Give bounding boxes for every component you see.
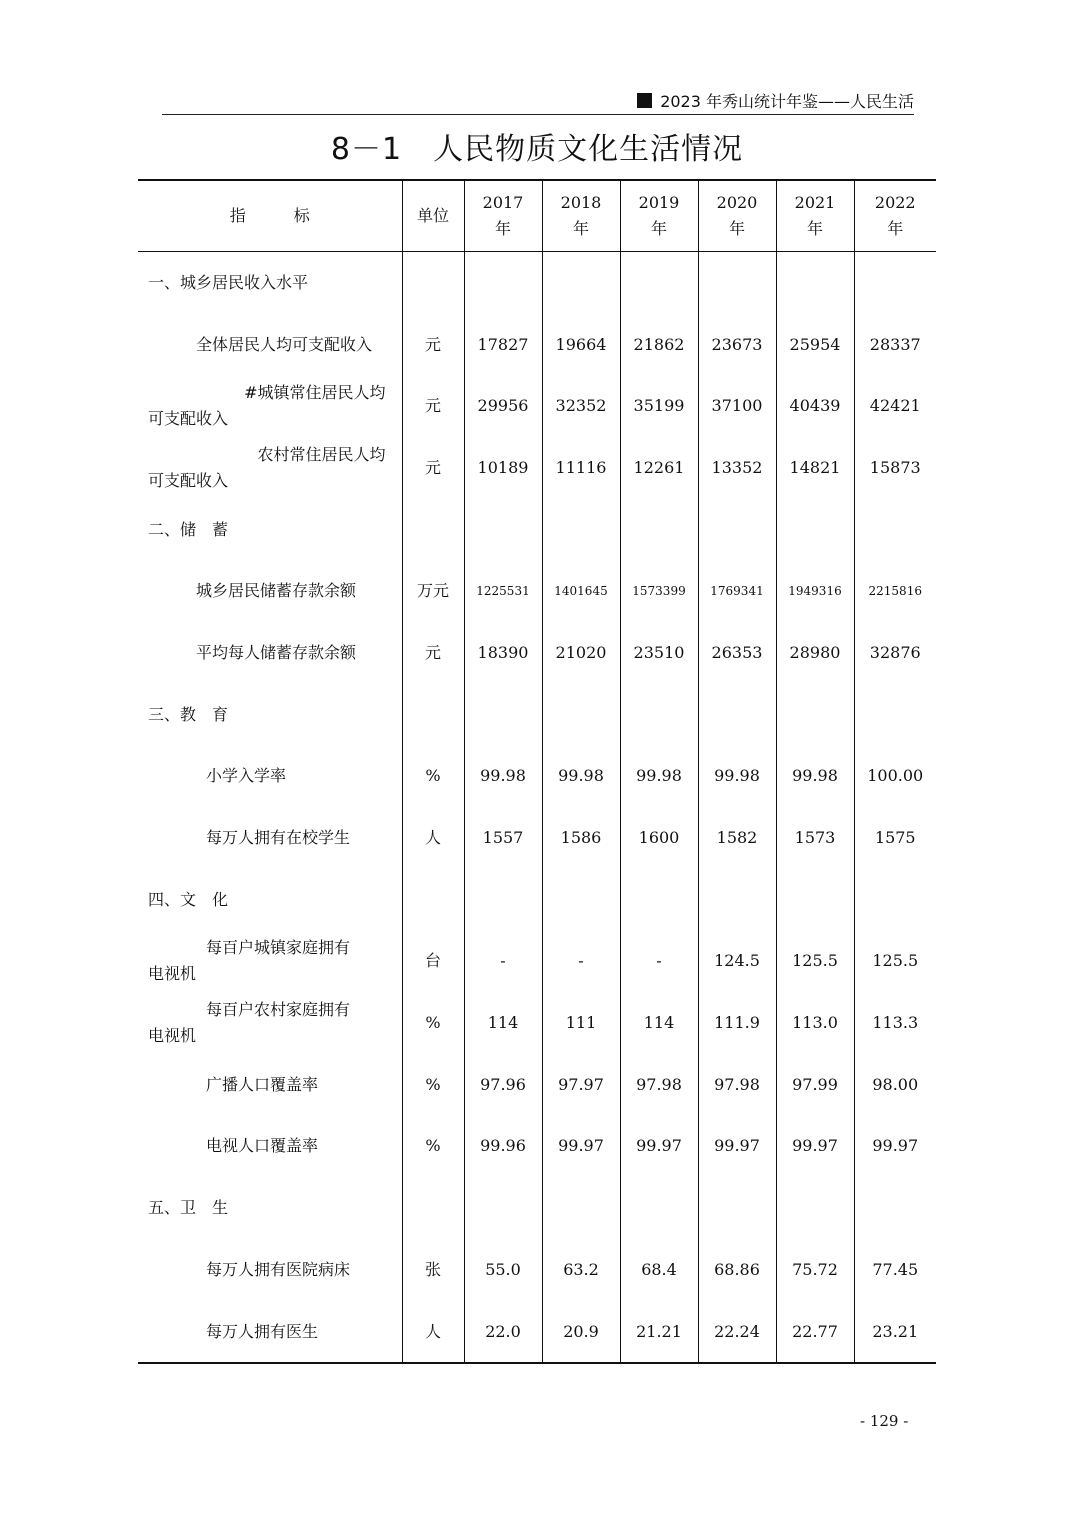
unit-cell: 人 [402, 807, 464, 869]
section-title: 五、卫 生 [148, 1198, 229, 1218]
value-cell: 20.9 [542, 1301, 620, 1364]
value-cell: 97.97 [542, 1054, 620, 1116]
value-cell: 42421 [854, 375, 936, 437]
value-cell: 99.98 [542, 746, 620, 808]
table-row [138, 622, 936, 684]
value-cell: 28980 [776, 622, 854, 684]
value-cell: 98.00 [854, 1054, 936, 1116]
row-label: 小学入学率 [206, 766, 287, 786]
value-cell: 99.97 [542, 1116, 620, 1178]
value-cell: 68.86 [698, 1239, 776, 1301]
value-cell: 113.3 [854, 992, 936, 1054]
column-header-year: 2017 年 [464, 180, 542, 252]
table-row [138, 992, 936, 1054]
value-cell: 21862 [620, 314, 698, 376]
row-label-line2: 可支配收入 [148, 470, 229, 490]
value-cell: 19664 [542, 314, 620, 376]
column-header-year: 2020 年 [698, 180, 776, 252]
value-cell: 99.96 [464, 1116, 542, 1178]
value-cell: 12261 [620, 437, 698, 499]
value-cell: 63.2 [542, 1239, 620, 1301]
value-cell: 99.98 [776, 746, 854, 808]
row-label: 城乡居民储蓄存款余额 [196, 581, 357, 601]
unit-cell: 台 [402, 931, 464, 993]
row-label-line1: 农村常住居民人均 [257, 444, 386, 464]
value-cell: 1586 [542, 807, 620, 869]
value-cell: 99.97 [620, 1116, 698, 1178]
row-label [138, 992, 402, 1054]
value-cell: 99.98 [698, 746, 776, 808]
value-cell: 2215816 [854, 560, 936, 622]
value-cell: 40439 [776, 375, 854, 437]
value-cell: 1573 [776, 807, 854, 869]
table-row [138, 375, 936, 437]
value-cell: 22.0 [464, 1301, 542, 1364]
table-row [138, 1116, 936, 1178]
running-header [162, 86, 914, 115]
unit-cell: 人 [402, 1301, 464, 1364]
value-cell: 125.5 [776, 931, 854, 993]
row-label-line2: 电视机 [148, 964, 197, 984]
value-cell: 28337 [854, 314, 936, 376]
column-header-unit: 单位 [402, 180, 464, 252]
statistics-table [138, 179, 936, 1364]
value-cell: 23510 [620, 622, 698, 684]
value-cell: 29956 [464, 375, 542, 437]
unit-cell: 万元 [402, 560, 464, 622]
row-label: 全体居民人均可支配收入 [196, 334, 373, 354]
running-header-text: 2023 年秀山统计年鉴——人民生活 [660, 91, 914, 111]
value-cell: 1401645 [542, 560, 620, 622]
section-title: 四、文 化 [148, 889, 229, 909]
row-label: 每万人拥有在校学生 [206, 828, 351, 848]
row-label-line1: 每百户农村家庭拥有 [206, 1000, 351, 1020]
section-row [138, 1177, 936, 1239]
value-cell: 99.97 [854, 1116, 936, 1178]
value-cell: 99.97 [776, 1116, 854, 1178]
value-cell: 1575 [854, 807, 936, 869]
value-cell: 1769341 [698, 560, 776, 622]
value-cell: 22.24 [698, 1301, 776, 1364]
value-cell: 99.98 [620, 746, 698, 808]
value-cell: 97.98 [620, 1054, 698, 1116]
value-cell: 97.99 [776, 1054, 854, 1116]
row-label [138, 437, 402, 499]
value-cell: 1949316 [776, 560, 854, 622]
table-row [138, 1239, 936, 1301]
table-row [138, 1054, 936, 1116]
table-title: 8－1 人民物质文化生活情况 [330, 132, 744, 167]
value-cell: - [464, 931, 542, 993]
table-row [138, 1301, 936, 1364]
row-label-line2: 电视机 [148, 1026, 197, 1046]
black-square-icon [637, 93, 652, 108]
table-row [138, 314, 936, 376]
value-cell: 21.21 [620, 1301, 698, 1364]
value-cell: 99.97 [698, 1116, 776, 1178]
value-cell: 35199 [620, 375, 698, 437]
value-cell: 1573399 [620, 560, 698, 622]
value-cell: 1582 [698, 807, 776, 869]
unit-cell: 元 [402, 622, 464, 684]
header-row [138, 180, 936, 252]
row-label [138, 931, 402, 993]
value-cell: 21020 [542, 622, 620, 684]
column-header-year: 2019 年 [620, 180, 698, 252]
table-row [138, 931, 936, 993]
row-label: 电视人口覆盖率 [206, 1136, 319, 1156]
unit-cell: % [402, 1116, 464, 1178]
column-header-year: 2022 年 [854, 180, 936, 252]
value-cell: - [542, 931, 620, 993]
unit-cell: 元 [402, 437, 464, 499]
value-cell: 114 [464, 992, 542, 1054]
value-cell: 1225531 [464, 560, 542, 622]
value-cell: 111.9 [698, 992, 776, 1054]
value-cell: 15873 [854, 437, 936, 499]
value-cell: 1600 [620, 807, 698, 869]
row-label-line1: 每百户城镇家庭拥有 [206, 938, 351, 958]
table-row [138, 807, 936, 869]
value-cell: 14821 [776, 437, 854, 499]
value-cell: 75.72 [776, 1239, 854, 1301]
section-row [138, 869, 936, 931]
section-row [138, 499, 936, 561]
value-cell: 97.96 [464, 1054, 542, 1116]
value-cell: 23673 [698, 314, 776, 376]
unit-cell: % [402, 746, 464, 808]
value-cell: 13352 [698, 437, 776, 499]
value-cell: 37100 [698, 375, 776, 437]
row-label: 广播人口覆盖率 [206, 1074, 319, 1094]
value-cell: 32876 [854, 622, 936, 684]
value-cell: 1557 [464, 807, 542, 869]
value-cell: 125.5 [854, 931, 936, 993]
table-row [138, 746, 936, 808]
column-header-indicator: 指 标 [138, 180, 402, 252]
column-header-year: 2021 年 [776, 180, 854, 252]
value-cell: 22.77 [776, 1301, 854, 1364]
unit-cell: % [402, 1054, 464, 1116]
row-label [138, 375, 402, 437]
row-label-line2: 可支配收入 [148, 409, 229, 429]
row-label: 每万人拥有医生 [138, 1301, 402, 1364]
value-cell: 77.45 [854, 1239, 936, 1301]
page-number: - 129 - [860, 1412, 909, 1430]
value-cell: 114 [620, 992, 698, 1054]
unit-cell: 张 [402, 1239, 464, 1301]
value-cell: 17827 [464, 314, 542, 376]
value-cell: 26353 [698, 622, 776, 684]
value-cell: 25954 [776, 314, 854, 376]
section-row [138, 684, 936, 746]
value-cell: 68.4 [620, 1239, 698, 1301]
unit-cell: 元 [402, 314, 464, 376]
value-cell: 113.0 [776, 992, 854, 1054]
section-row [138, 252, 936, 314]
section-title: 三、教 育 [148, 704, 229, 724]
unit-cell: 元 [402, 375, 464, 437]
value-cell: - [620, 931, 698, 993]
section-title: 一、城乡居民收入水平 [148, 272, 309, 292]
value-cell: 18390 [464, 622, 542, 684]
section-title: 二、储 蓄 [148, 519, 229, 539]
value-cell: 100.00 [854, 746, 936, 808]
value-cell: 10189 [464, 437, 542, 499]
value-cell: 124.5 [698, 931, 776, 993]
value-cell: 11116 [542, 437, 620, 499]
value-cell: 99.98 [464, 746, 542, 808]
unit-cell: % [402, 992, 464, 1054]
table-row [138, 560, 936, 622]
value-cell: 97.98 [698, 1054, 776, 1116]
column-header-year: 2018 年 [542, 180, 620, 252]
value-cell: 55.0 [464, 1239, 542, 1301]
value-cell: 32352 [542, 375, 620, 437]
row-label: 平均每人储蓄存款余额 [196, 642, 357, 662]
row-label: 每万人拥有医院病床 [206, 1259, 351, 1279]
table-row [138, 437, 936, 499]
value-cell: 111 [542, 992, 620, 1054]
row-label-line1: #城镇常住居民人均 [244, 383, 386, 403]
value-cell: 23.21 [854, 1301, 936, 1364]
